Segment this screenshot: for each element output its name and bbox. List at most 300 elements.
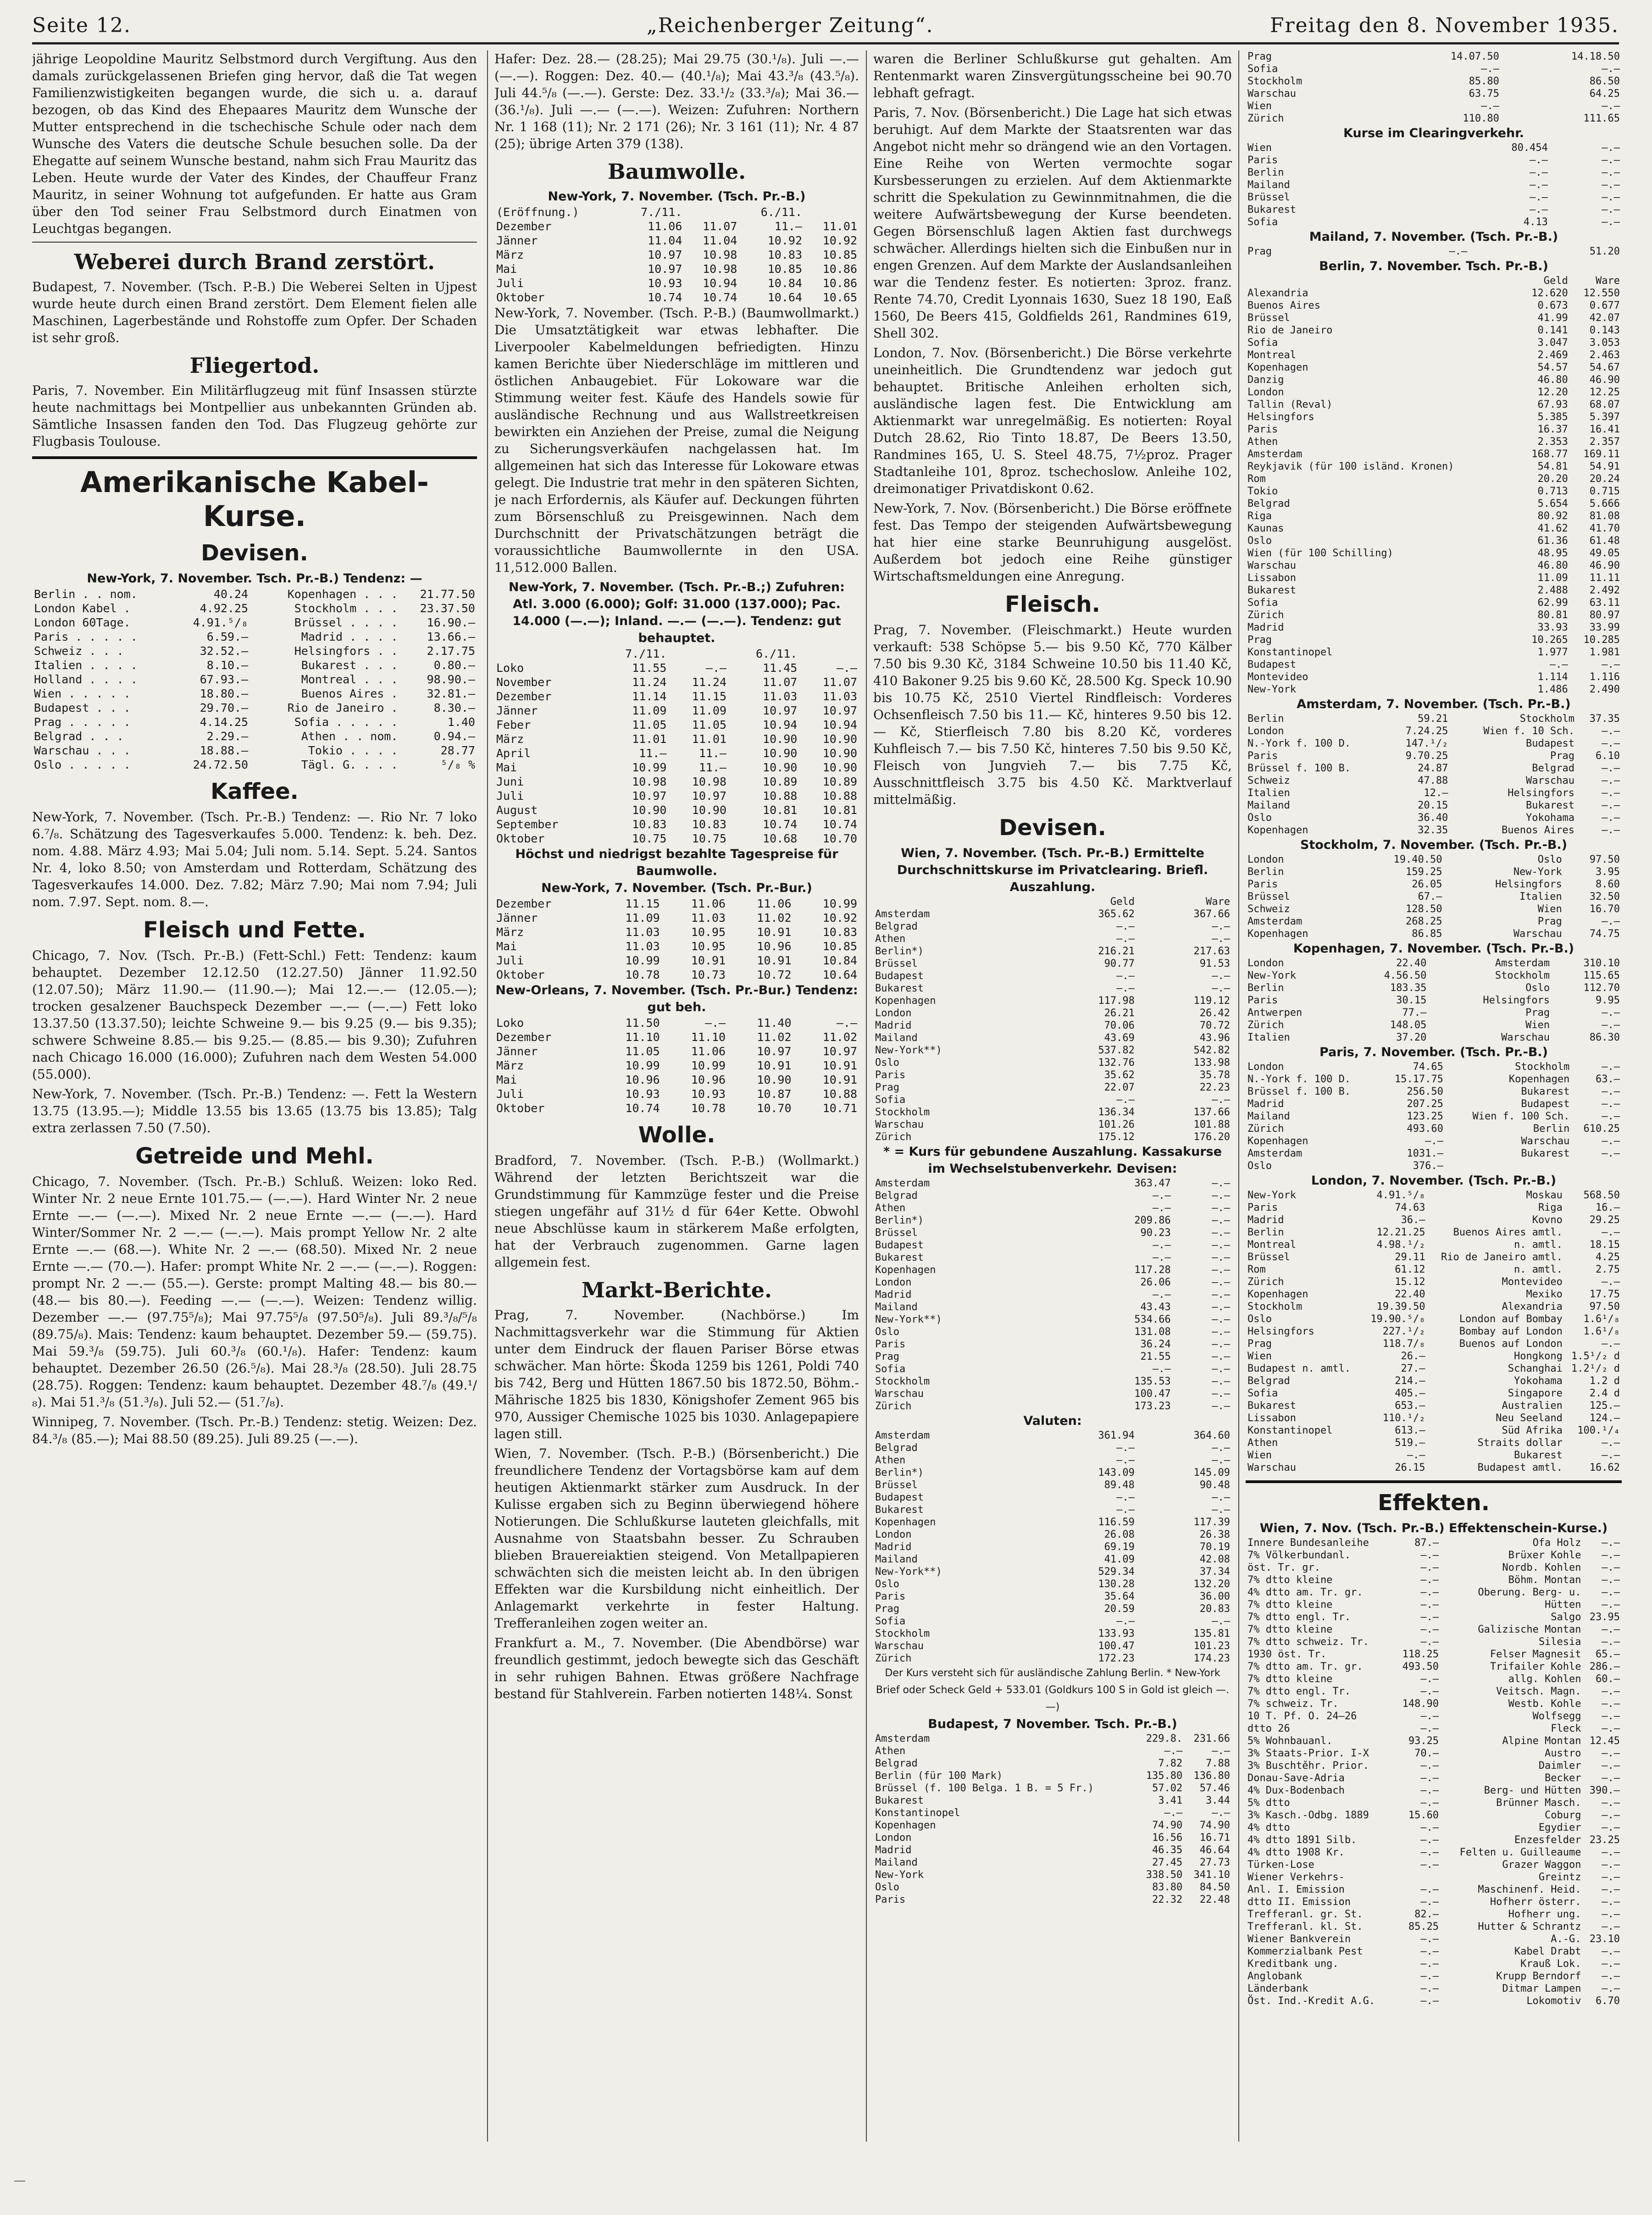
table-cell: Berlin	[1247, 167, 1284, 178]
table-cell: 11.05	[692, 718, 727, 731]
devisen-row	[873, 1326, 1232, 1338]
table-cell: 49.05	[1589, 548, 1620, 559]
london-boersenbericht: London, 7. Nov. (Börsenbericht.) Die Börse verkehrte uneinheitlich. Die Grundtendenz war jedoch gut behauptet. Britische Anleihen erholten sich, ausländische lagen fest. Die Entwicklung am Aktienmarkt war unregelmäßig. Es notierten: Royal Dutch 28.62, Rio Tinto 18.87, De Beers 13.50, Randmines 165, U. S. Steel 48.75, 7½proz. Prager Stadtanleihe 101, 8proz. tschechoslow. Anleihe 102, dreimonatiger Privatdiskont 0.62.	[873, 345, 1232, 496]
table-cell: New-York	[1247, 970, 1296, 981]
devisen-row	[1246, 1263, 1622, 1276]
kabel-row	[32, 758, 477, 772]
table-cell: Budapest n. amtl.	[1247, 1363, 1351, 1374]
table-cell: 26.08	[1104, 1529, 1135, 1540]
table-cell: Amsterdam	[1247, 449, 1303, 460]
table-cell: 3% Kasch.-Odbg. 1889	[1247, 1810, 1369, 1821]
table-cell: 10.74	[625, 1102, 660, 1115]
table-cell: 24.72.50	[193, 758, 249, 771]
bw4-subline: New-Orleans, 7. November. (Tsch. Pr.-Bur.) Tendenz: gut beh.	[495, 983, 858, 1014]
effekten-row	[1246, 1995, 1622, 2007]
table-cell: Prag	[1247, 246, 1272, 257]
table-cell: 10.97	[763, 704, 798, 717]
kabel-row	[32, 601, 477, 615]
table-cell: New-York	[1513, 866, 1562, 878]
baumwolle-row	[494, 911, 859, 925]
table-cell: 87.—	[1414, 1537, 1439, 1549]
table-cell: —.—	[1602, 1111, 1620, 1122]
table-cell: Helsingfors	[1495, 879, 1562, 890]
baumwolle-row	[494, 817, 859, 831]
baumwolle-row	[494, 831, 859, 846]
table-cell: 173.23	[1134, 1401, 1171, 1412]
table-cell: 10.98	[703, 248, 737, 261]
table-cell: Bukarest	[1513, 1450, 1563, 1461]
getreide-headline: Getreide und Mehl.	[135, 1143, 374, 1169]
table-cell: 26.42	[1199, 1008, 1230, 1019]
table-cell: 11.03	[625, 940, 660, 953]
table-cell: Riga	[1247, 510, 1272, 522]
effekten-row	[1246, 1809, 1622, 1822]
table-cell: —.—	[1602, 1723, 1620, 1734]
table-cell: Warschau	[1513, 928, 1562, 940]
table-cell: 367.66	[1193, 908, 1230, 920]
table-cell: 10.74	[763, 818, 798, 831]
table-cell: 20.15	[1418, 800, 1448, 811]
table-cell: Bukarest	[1526, 800, 1574, 811]
table-cell: 85.80	[1469, 76, 1499, 87]
table-cell: Kopenhagen	[1247, 1135, 1308, 1147]
devisen-row	[1246, 1031, 1622, 1044]
table-cell: 23.37.50	[420, 602, 475, 615]
effekten-row	[1246, 1846, 1622, 1859]
devisen-row	[873, 1894, 1232, 1906]
baumwolle-row	[494, 803, 859, 817]
margin-mark: —	[14, 2174, 26, 2187]
table-cell: —.—	[1212, 1376, 1230, 1387]
table-cell: Bukarest . . .	[301, 659, 398, 672]
effekten-row	[1246, 1784, 1622, 1797]
table-cell: 5.666	[1589, 498, 1620, 509]
effekten-row	[1246, 1760, 1622, 1772]
table-cell: 214.—	[1395, 1375, 1425, 1387]
table-cell: n. amtl.	[1513, 1239, 1563, 1251]
table-cell: 29.70.—	[200, 701, 249, 714]
table-cell: 32.50	[1589, 891, 1620, 903]
devisen-row	[873, 1504, 1232, 1516]
table-cell: Jänner	[496, 911, 538, 925]
table-cell: N.-York f. 100 D.	[1247, 1074, 1351, 1085]
table-cell: 2.463	[1589, 349, 1620, 361]
table-cell: 36.40	[1418, 812, 1448, 824]
table-cell: —.—	[1420, 1785, 1439, 1796]
table-cell: 3.44	[1206, 1795, 1230, 1806]
table-cell: 128.50	[1406, 903, 1442, 915]
devisen-row	[873, 1628, 1232, 1640]
table-cell: 10.70	[822, 832, 857, 845]
table-cell: Mailand	[1247, 800, 1290, 811]
baumwolle-row	[494, 925, 859, 939]
table-cell: 183.35	[1390, 982, 1427, 994]
wolle-report: Bradford, 7. November. (Tsch. P.-B.) (Wollmarkt.) Während der letzten Berichtszeit war die Grundstimmung für Kammzüge fester und die Preise stiegen ungefähr auf 31½ d für 64er Kette. Obwohl neue Abschlüsse kaum in stärkerem Maße erfolgten, hat der Verbrauch zugenommen. Garne lagen allgemein fest.	[494, 1153, 859, 1270]
devisen-row	[1246, 609, 1622, 621]
table-cell: —.—	[1420, 1624, 1439, 1635]
table-cell: —.—	[1212, 1492, 1230, 1503]
devisen-row	[873, 1782, 1232, 1794]
table-cell: 7% dtto kleine	[1247, 1624, 1333, 1635]
kabel-row	[32, 658, 477, 672]
table-cell: —.—	[1549, 659, 1568, 670]
table-cell: Paris	[1247, 995, 1278, 1006]
table-cell: Budapest	[1521, 1098, 1570, 1110]
table-cell: 41.62	[1537, 523, 1568, 534]
table-cell: 36.—	[1401, 1214, 1425, 1226]
table-cell: Tallin (Reval)	[1247, 399, 1333, 410]
table-cell: London	[875, 1008, 912, 1019]
table-cell: —.—	[1602, 192, 1620, 203]
table-cell: —.—	[1602, 800, 1620, 811]
table-cell: 176.20	[1193, 1131, 1230, 1143]
table-cell: —.—	[1530, 192, 1548, 203]
table-cell: 1031.—	[1407, 1148, 1443, 1159]
table-cell: 10.97	[648, 262, 682, 276]
table-cell: 27.73	[1199, 1857, 1230, 1868]
table-cell: 83.80	[1152, 1882, 1183, 1893]
table-cell: 365.62	[1098, 908, 1135, 920]
table-cell: Geld	[1110, 896, 1135, 908]
table-cell: Budapest . . .	[34, 701, 131, 714]
table-cell: Becker	[1545, 1772, 1581, 1784]
devisen-row	[873, 1276, 1232, 1289]
table-cell: 12.21.25	[1376, 1227, 1425, 1238]
table-cell: 7% dtto engl. Tr.	[1247, 1611, 1351, 1623]
table-cell: 12.—	[1424, 787, 1448, 799]
table-cell: 15.17.75	[1394, 1074, 1443, 1085]
table-cell: 36.00	[1199, 1591, 1230, 1602]
table-cell: Sofia	[875, 1094, 906, 1106]
table-cell: Egydier	[1538, 1822, 1581, 1833]
table-cell: Brüssel	[875, 1479, 918, 1491]
table-cell: 15.12	[1395, 1276, 1425, 1288]
devisen-row	[1246, 1160, 1622, 1172]
table-cell: 256.50	[1407, 1086, 1443, 1097]
table-cell: Montevideo	[1247, 671, 1308, 683]
table-cell: 10.84	[822, 954, 857, 967]
table-cell: Wien f. 100 Sch.	[1472, 1111, 1570, 1122]
table-cell: 6.10	[1596, 750, 1620, 762]
baumwolle-row	[494, 1030, 859, 1044]
table-cell: Felser Magnesit	[1490, 1649, 1581, 1660]
baumwolle-row	[494, 939, 859, 953]
table-cell: —.—	[1602, 167, 1620, 178]
devisen-row	[1246, 1085, 1622, 1098]
table-cell: 32.35	[1418, 825, 1448, 836]
table-cell: —.—	[1420, 1971, 1439, 1982]
devisen-row	[1246, 485, 1622, 498]
table-cell: 11.03	[691, 911, 726, 925]
table-cell: 10.70	[757, 1102, 792, 1115]
table-cell: 10.85	[822, 940, 857, 953]
table-cell: Sofia	[1247, 1388, 1278, 1399]
devisen-row	[1246, 1313, 1622, 1325]
table-cell: 10.71	[822, 1102, 857, 1115]
baumwolle-row	[494, 1044, 859, 1058]
devisen-row	[873, 1131, 1232, 1143]
baumwolle-headline: Baumwolle.	[607, 159, 746, 184]
table-cell: —.—	[1420, 1723, 1439, 1734]
table-cell: Budapest	[875, 1240, 924, 1251]
table-cell: Stockholm	[1519, 713, 1574, 725]
table-cell: 48.95	[1537, 548, 1568, 559]
table-cell: 10.90	[757, 1073, 792, 1086]
table-cell: 37.20	[1396, 1032, 1427, 1043]
table-cell: 80.92	[1537, 510, 1568, 522]
table-cell: —.—	[1420, 1859, 1439, 1871]
table-cell: —.—	[1407, 1450, 1425, 1461]
table-cell: Bukarest	[1521, 1148, 1570, 1159]
effekten-row	[1246, 1859, 1622, 1871]
devisen-row	[1246, 621, 1622, 634]
frankfurt-boersenbericht: Frankfurt a. M., 7. November. (Die Abendbörse) war freundlich gestimmt, jedoch bewegte sich das Geschäft in sehr ruhigen Bahnen. Etwas größere Nachfrage bestand für Stahlverein. Farben notierten 148¼. Sonst	[494, 1635, 859, 1701]
table-cell: Dezember	[496, 897, 552, 910]
table-cell: 286.—	[1589, 1661, 1620, 1672]
table-cell: London	[1247, 1061, 1284, 1073]
table-cell: Juni	[496, 775, 524, 788]
devisen-row	[1246, 775, 1622, 787]
table-cell: 4% dtto 1891 Silb.	[1247, 1834, 1357, 1846]
table-cell: —.—	[1212, 1094, 1230, 1106]
table-cell: 32.52.—	[200, 644, 249, 658]
devisen-row	[1246, 659, 1622, 671]
table-cell: 20.20	[1537, 473, 1568, 485]
effekten-row	[1246, 1710, 1622, 1722]
table-cell: 10.92	[767, 234, 802, 247]
table-cell: 132.76	[1098, 1057, 1135, 1069]
table-cell: 65.—	[1596, 1649, 1620, 1660]
table-cell: Kopenhagen	[875, 1517, 936, 1528]
kabel-row	[32, 715, 477, 729]
table-cell: Mai	[496, 940, 517, 953]
table-cell: 18.88.—	[200, 744, 249, 757]
table-cell: 4.25	[1596, 1251, 1620, 1263]
table-cell: —.—	[1420, 1587, 1439, 1598]
table-cell: Oslo	[1525, 982, 1550, 994]
table-cell: —.—	[1164, 1807, 1183, 1819]
baumwolle-row	[494, 675, 859, 689]
table-cell	[1445, 1160, 1572, 1172]
devisen-row	[1246, 460, 1622, 473]
devisen-row	[1246, 498, 1622, 510]
table-cell: Brüssel	[1247, 891, 1290, 903]
table-cell: Sofia	[1247, 216, 1278, 228]
table-cell: —.—	[1530, 167, 1548, 178]
table-cell: Paris	[1247, 424, 1278, 435]
table-cell: 8.30.—	[433, 701, 475, 714]
table-cell: 11.09	[692, 704, 727, 717]
table-cell: Kopenhagen	[1247, 1289, 1308, 1300]
table-cell: 67.93	[1537, 399, 1568, 410]
table-cell: Coburg	[1545, 1810, 1581, 1821]
table-cell: 11.11	[1589, 572, 1620, 584]
devisen-row	[873, 1057, 1232, 1069]
table-cell: 376.—	[1413, 1160, 1443, 1172]
devisen-row	[873, 945, 1232, 958]
effekten-row	[1246, 1797, 1622, 1809]
table-cell: —.—	[1116, 1616, 1135, 1627]
table-cell: 33.93	[1537, 622, 1568, 633]
table-cell: Länderbank	[1247, 1983, 1308, 1994]
table-cell: Veitsch. Magn.	[1496, 1686, 1581, 1697]
table-cell: Mailand	[875, 1301, 918, 1313]
table-cell: 16.90.—	[427, 616, 475, 629]
table-cell: 84.50	[1199, 1882, 1230, 1893]
devisen-row	[873, 1429, 1232, 1442]
table-cell: —.—	[1602, 1007, 1620, 1019]
table-cell: 20.59	[1104, 1603, 1135, 1615]
table-cell: —.—	[836, 1016, 857, 1030]
table-cell: 7% dtto am. Tr. gr.	[1247, 1661, 1363, 1672]
table-cell: Juli	[496, 277, 524, 290]
table-cell: —.—	[1602, 775, 1620, 786]
table-cell: Rom	[1247, 473, 1266, 485]
devisen-row	[873, 1289, 1232, 1301]
table-cell: 1.6¹/₈	[1583, 1326, 1620, 1337]
table-cell: Sofia	[1247, 337, 1278, 349]
table-cell: 10.88	[822, 789, 857, 803]
table-cell: London 60Tage.	[34, 616, 131, 629]
effekten-row	[1246, 1611, 1622, 1623]
fleisch-chicago-report: Chicago, 7. Nov. (Tsch. Pr.-B.) (Fett-Schl.) Fett: Tendenz: kaum behauptet. Dezember 12.12.50 (12.27.50) Jänner 11.92.50 (12.07.50); März 11.90.— (11.90.—); Mai 12.—.— (12.05.—); trocken gesalzener Bauchspeck Dezember —.— (—.—) Fett loko 13.37.50 (13.37.50); leichte Schweine 9.— bis 9.25 (9.— bis 9.35); schwere Schweine 8.85.— bis 9.25.— (8.85.— bis 9.30); Zufuhren nach Chicago 16.000 (16.000); Zufuhren nach dem Westen 54.000 (55.000).	[32, 948, 477, 1082]
devisen-row	[873, 896, 1232, 908]
table-cell: London	[875, 1277, 912, 1288]
table-cell: August	[496, 803, 538, 817]
table-cell: 110.80	[1463, 113, 1499, 124]
table-cell: Antwerpen	[1247, 1007, 1303, 1019]
table-cell: Wien	[1537, 903, 1562, 915]
devisen-row	[1246, 245, 1622, 258]
table-cell: 10.65	[822, 291, 857, 304]
devisen-row	[1246, 50, 1622, 63]
clearing-table	[1246, 142, 1622, 228]
devisen-row	[873, 908, 1232, 920]
table-cell: 5.385	[1537, 411, 1568, 423]
table-cell: 4.56.50	[1384, 970, 1427, 981]
devisen-row	[1246, 1110, 1622, 1123]
table-cell: —.—	[1420, 1760, 1439, 1772]
table-cell: 90.77	[1104, 958, 1135, 969]
table-cell: Yokohama	[1513, 1375, 1563, 1387]
table-cell: 10.97	[632, 789, 667, 803]
table-cell: —.—	[1212, 1264, 1230, 1276]
table-cell: Schweiz	[1247, 775, 1290, 786]
table-cell: 110.¹/₂	[1382, 1412, 1425, 1424]
table-cell: 116.59	[1098, 1517, 1135, 1528]
table-cell: 101.88	[1193, 1119, 1230, 1130]
table-cell: 41.99	[1537, 312, 1568, 324]
table-cell: 135.53	[1134, 1376, 1171, 1387]
table-cell: 568.50	[1583, 1190, 1620, 1201]
table-cell: 11.06	[757, 897, 792, 910]
table-cell: 19.39.50	[1376, 1301, 1425, 1312]
table-cell: Neu Seeland	[1496, 1412, 1563, 1424]
table-cell: 231.66	[1193, 1733, 1230, 1744]
table-cell: Prag	[1525, 1007, 1550, 1019]
table-cell: 10.74	[648, 291, 682, 304]
table-cell: 70.—	[1414, 1748, 1439, 1759]
devisen-row	[1246, 547, 1622, 559]
table-cell: Stockholm	[875, 1628, 930, 1639]
table-cell: 22.40	[1396, 958, 1427, 969]
paris-boersenbericht: Paris, 7. Nov. (Börsenbericht.) Die Lage hat sich etwas beruhigt. Auf dem Markte der Staatsrenten war das Angebot nicht mehr so drängend wie an den Vortagen. Eine Reihe von Werten vermochte sogar Kursbesserungen zu erzielen. Auf dem Aktienmarkte schritt die Spekulation zu Gewinnmitnahmen, die die weitere Aufwärtsbewegung der Kurse beendeten. Gegen Börsenschluß lagen Aktien fast durchwegs schwächer. Allerdings hielten sich die Einbußen nur in engen Grenzen. Auf dem Markte der Auslandsanleihen war die Tendenz fester. Es notierten: 3proz. franz. Rente 74.70, Credit Lyonnais 1630, Suez 18 190, Eaß 1560, De Beers 415, Goldfields 261, Randmines 619, Shell 302.	[873, 105, 1232, 341]
table-cell: Brüssel	[1247, 312, 1290, 324]
devisen-row	[1246, 75, 1622, 88]
table-cell	[1395, 1871, 1441, 1883]
table-cell: 124.—	[1589, 1412, 1620, 1424]
kopenhagen-subline: Kopenhagen, 7. November. (Tsch. Pr.-B.)	[1293, 941, 1574, 956]
devisen-row	[1246, 312, 1622, 324]
table-cell: 123.25	[1407, 1111, 1443, 1122]
table-cell: 61.36	[1537, 535, 1568, 547]
devisen-row	[1246, 1061, 1622, 1073]
table-cell: Zürich	[875, 1401, 912, 1412]
table-cell: Italien	[1247, 787, 1290, 799]
table-cell: —.—	[1212, 1455, 1230, 1466]
effekten-row	[1246, 1945, 1622, 1958]
table-cell: dtto 26	[1247, 1723, 1290, 1734]
table-cell: London	[1247, 958, 1284, 969]
table-cell: —.—	[1602, 1148, 1620, 1159]
devisen-row	[1246, 100, 1622, 112]
table-cell: Alexandria	[1502, 1301, 1563, 1312]
table-cell: Buenos auf London	[1459, 1338, 1563, 1350]
devisen-row	[873, 1869, 1232, 1881]
devisen-row	[1246, 1098, 1622, 1110]
budapest-devisen-table	[873, 1733, 1232, 1906]
devisen-row	[1246, 1135, 1622, 1147]
table-cell: Holland . . . .	[34, 673, 138, 686]
table-cell: 23.25	[1589, 1834, 1620, 1846]
table-cell: Brüssel f. 100 B.	[1247, 1086, 1351, 1097]
table-cell: Oktober	[496, 832, 545, 845]
table-cell: 54.81	[1537, 461, 1568, 472]
table-cell: Prag . . . . .	[34, 715, 131, 729]
table-cell: 27.—	[1401, 1363, 1425, 1374]
table-cell: 117.98	[1098, 995, 1135, 1007]
table-cell: 217.63	[1193, 946, 1230, 957]
table-cell: Danzig	[1247, 374, 1284, 386]
devisen-row	[873, 1177, 1232, 1190]
table-cell: 10.96	[625, 1073, 660, 1086]
table-cell: Fleck	[1551, 1723, 1581, 1734]
table-cell: Warschau	[875, 1388, 924, 1400]
table-cell: 46.80	[1537, 374, 1568, 386]
baumwolle-row	[494, 897, 859, 911]
weberei-headline: Weberei durch Brand zerstört.	[74, 249, 435, 274]
table-cell: 132.20	[1193, 1578, 1230, 1590]
table-cell: Donau-Save-Adria	[1247, 1772, 1345, 1784]
table-cell: 35.62	[1104, 1069, 1135, 1081]
table-cell: London	[1247, 387, 1284, 398]
table-cell: Berlin*)	[875, 1467, 924, 1479]
devisen-row	[873, 1652, 1232, 1665]
table-cell: 10.91	[691, 954, 726, 967]
devisen-row	[1246, 683, 1622, 696]
table-cell: Budapest amtl.	[1477, 1462, 1563, 1473]
baumwolle-row	[494, 1058, 859, 1073]
table-cell: 148.05	[1390, 1019, 1427, 1031]
devisen-row	[1246, 337, 1622, 349]
devisen-row	[873, 1363, 1232, 1375]
table-cell: —.—	[1116, 1442, 1135, 1454]
devisen-row	[873, 1856, 1232, 1869]
devisen-row	[873, 1757, 1232, 1770]
devisen-row	[1246, 423, 1622, 436]
table-cell: 11.07	[822, 676, 857, 689]
newspaper-title: „Reichenberger Zeitung“.	[647, 14, 934, 37]
